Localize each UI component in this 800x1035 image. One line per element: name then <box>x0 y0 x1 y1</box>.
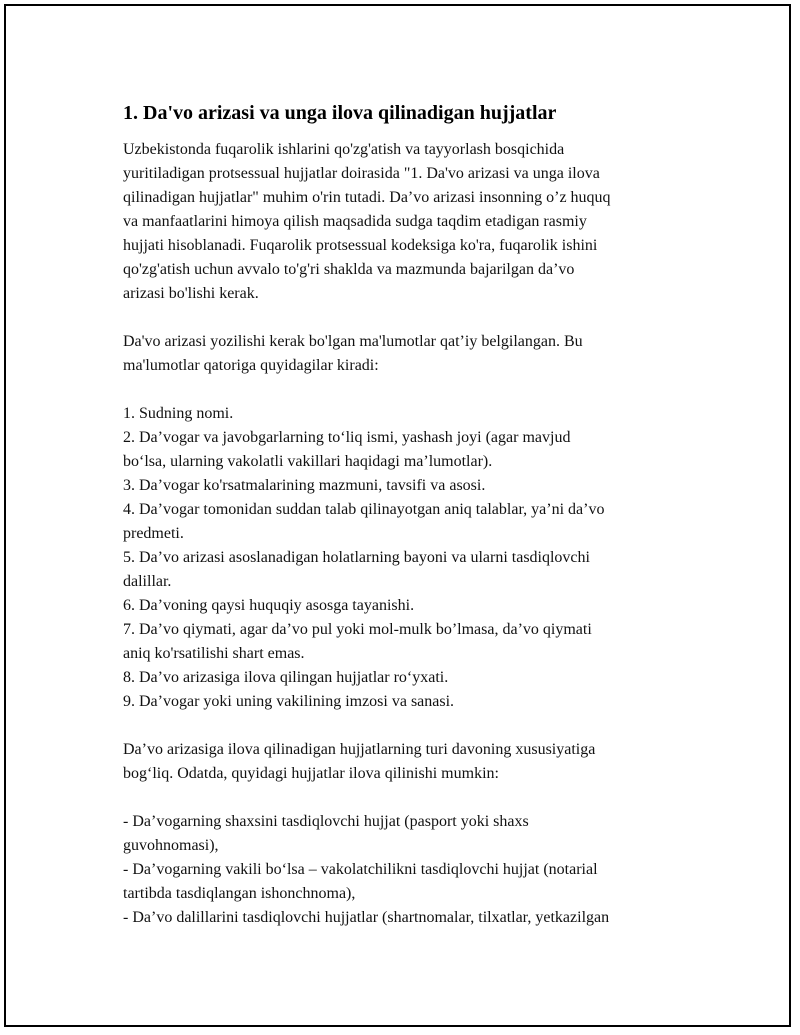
requirement-item-2 <box>123 426 703 474</box>
document-title: 1. Da'vo arizasi va unga ilova qilinadigan hujjatlar <box>123 102 557 124</box>
attachments-list <box>123 810 703 930</box>
requirements-intro-line: ma'lumotlar qatoriga quyidagilar kiradi: <box>123 357 379 374</box>
requirement-item-4 <box>123 498 703 546</box>
intro-paragraph <box>123 138 703 306</box>
list-item-line: 3. Da’vogar ko'rsatmalarining mazmuni, tavsifi va asosi. <box>123 477 486 494</box>
intro-line: qo'zg'atish uchun avvalo to'g'ri shaklda va mazmunda bajarilgan da’vo <box>123 261 575 278</box>
list-item-line: bo‘lsa, ularning vakolatli vakillari haqidagi ma’lumotlar). <box>123 453 493 470</box>
attachment-item-2 <box>123 858 703 906</box>
list-item-line: dalillar. <box>123 573 172 590</box>
requirement-item-1 <box>123 402 703 426</box>
list-item-line: guvohnomasi), <box>123 837 219 854</box>
attachments-intro-paragraph <box>123 738 703 786</box>
requirement-item-6 <box>123 594 703 618</box>
list-item-line: 7. Da’vo qiymati, agar da’vo pul yoki mol-mulk bo’lmasa, da’vo qiymati <box>123 621 592 638</box>
list-item-line: 5. Da’vo arizasi asoslanadigan holatlarning bayoni va ularni tasdiqlovchi <box>123 549 590 566</box>
document-body <box>123 100 703 954</box>
list-item-line: 8. Da’vo arizasiga ilova qilingan hujjatlar ro‘yxati. <box>123 669 449 686</box>
list-item-line: 4. Da’vogar tomonidan suddan talab qilinayotgan aniq talablar, ya’ni da’vo <box>123 501 605 518</box>
intro-line: Uzbekistonda fuqarolik ishlarini qo'zg'atish va tayyorlash bosqichida <box>123 141 565 158</box>
list-item-line: 6. Da’voning qaysi huquqiy asosga tayanishi. <box>123 597 415 614</box>
attachments-intro-line: Da’vo arizasiga ilova qilinadigan hujjatlarning turi davoning xususiyatiga <box>123 741 596 758</box>
list-item-line: predmeti. <box>123 525 184 542</box>
list-item-line: - Da’vogarning shaxsini tasdiqlovchi hujjat (pasport yoki shaxs <box>123 813 529 830</box>
intro-line: arizasi bo'lishi kerak. <box>123 285 259 302</box>
list-item-line: - Da’vo dalillarini tasdiqlovchi hujjatlar (shartnomalar, tilxatlar, yetkazilgan <box>123 909 610 926</box>
attachment-item-1 <box>123 810 703 858</box>
intro-line: hujjati hisoblanadi. Fuqarolik protsessual kodeksiga ko'ra, fuqarolik ishini <box>123 237 598 254</box>
list-item-line: 1. Sudning nomi. <box>123 405 234 422</box>
requirements-intro-paragraph <box>123 330 703 378</box>
requirement-item-5 <box>123 546 703 594</box>
requirements-list <box>123 402 703 714</box>
intro-line: qilinadigan hujjatlar" muhim o'rin tutadi. Da’vo arizasi insonning o’z huquq <box>123 189 611 206</box>
requirement-item-9 <box>123 690 703 714</box>
requirement-item-8 <box>123 666 703 690</box>
list-item-line: 2. Da’vogar va javobgarlarning to‘liq ismi, yashash joyi (agar mavjud <box>123 429 571 446</box>
list-item-line: 9. Da’vogar yoki uning vakilining imzosi va sanasi. <box>123 693 455 710</box>
list-item-line: - Da’vogarning vakili bo‘lsa – vakolatchilikni tasdiqlovchi hujjat (notarial <box>123 861 598 878</box>
attachments-intro-line: bog‘liq. Odatda, quyidagi hujjatlar ilova qilinishi mumkin: <box>123 765 499 782</box>
requirement-item-7 <box>123 618 703 666</box>
list-item-line: tartibda tasdiqlangan ishonchnoma), <box>123 885 356 902</box>
intro-line: va manfaatlarini himoya qilish maqsadida sudga taqdim etadigan rasmiy <box>123 213 587 230</box>
requirements-intro-line: Da'vo arizasi yozilishi kerak bo'lgan ma'lumotlar qat’iy belgilangan. Bu <box>123 333 583 350</box>
attachment-item-3 <box>123 906 703 930</box>
page-frame <box>4 4 791 1027</box>
requirement-item-3 <box>123 474 703 498</box>
intro-line: yuritiladigan protsessual hujjatlar doirasida "1. Da'vo arizasi va unga ilova <box>123 165 600 182</box>
list-item-line: aniq ko'rsatilishi shart emas. <box>123 645 305 662</box>
